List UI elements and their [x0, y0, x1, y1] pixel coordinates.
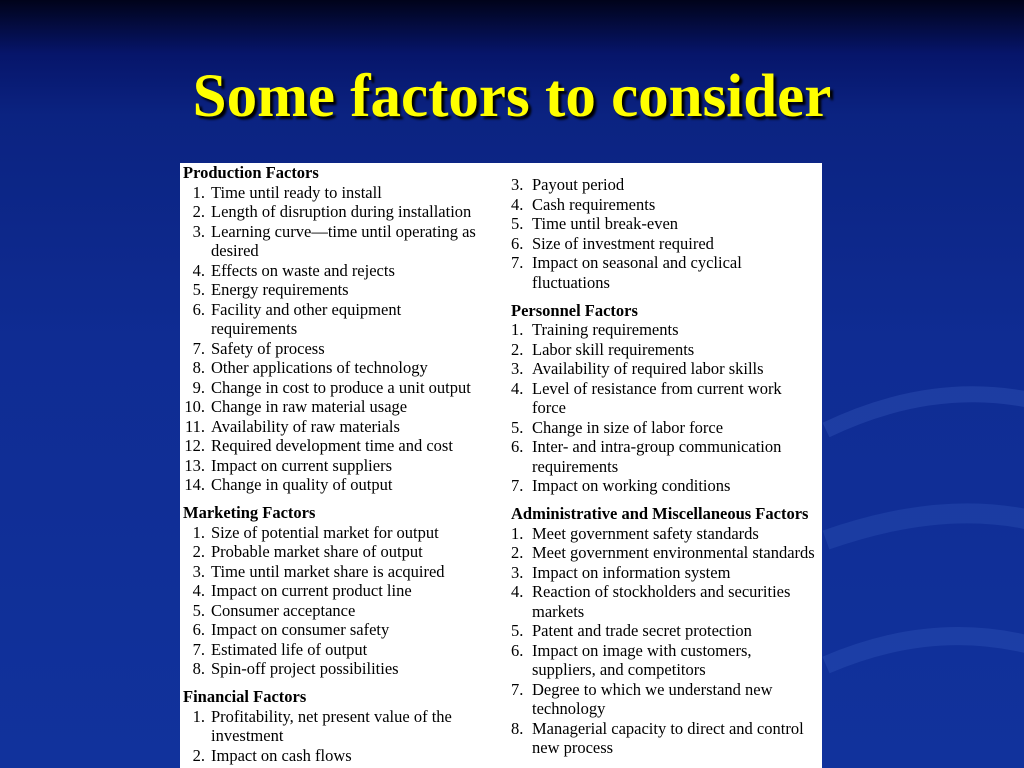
factor-item-text	[211, 640, 508, 660]
factor-item-text	[211, 280, 508, 300]
factor-item-line: Training requirements	[532, 320, 679, 339]
factor-group	[510, 175, 822, 292]
factor-item	[510, 543, 822, 563]
factor-item-text	[211, 202, 508, 222]
factor-item-line: Size of potential market for output	[211, 522, 439, 542]
factor-item-number: 4.	[192, 581, 205, 600]
factor-item-text	[532, 582, 822, 621]
factor-item-line: Managerial capacity to direct and control	[532, 718, 804, 738]
factor-item-text	[211, 659, 508, 679]
factors-table	[180, 163, 822, 768]
factor-item-line: Meet government safety standards	[532, 523, 759, 543]
factor-item-number: 8.	[192, 358, 205, 377]
factor-group	[180, 163, 508, 495]
factor-item-text	[532, 340, 822, 360]
factor-item-line: force	[532, 398, 566, 417]
factor-item-line: new process	[532, 738, 614, 757]
factor-item-text	[211, 436, 508, 456]
factor-item-number: 3.	[511, 562, 524, 582]
factor-item-line: Safety of process	[211, 338, 325, 358]
factor-item-number: 3.	[192, 221, 205, 241]
factor-item-text	[532, 175, 822, 195]
factor-item-number: 8.	[192, 659, 205, 678]
factor-item-number: 3.	[192, 561, 205, 581]
factor-item-number: 5.	[511, 214, 524, 233]
background-swoosh	[826, 513, 1024, 540]
factor-item-text	[211, 358, 508, 378]
factor-item-number: 12.	[184, 436, 205, 455]
factor-item-text	[211, 378, 508, 398]
factor-item	[180, 300, 508, 339]
factor-item-text	[211, 475, 508, 495]
factor-item	[510, 621, 822, 641]
factor-item	[510, 234, 822, 254]
factor-item	[510, 641, 822, 680]
factor-item-number: 6.	[511, 233, 524, 253]
factor-item	[510, 719, 822, 758]
factor-item-number: 5.	[511, 621, 524, 640]
factor-item	[180, 339, 508, 359]
background-swoosh	[826, 394, 1024, 430]
factor-item-text	[532, 476, 822, 496]
factor-item-text	[532, 641, 822, 680]
factor-group-heading: Marketing Factors	[183, 503, 316, 522]
factor-item-line: Availability of required labor skills	[532, 359, 764, 378]
factor-item	[510, 320, 822, 340]
factor-group	[180, 503, 508, 679]
factor-item-text	[532, 621, 822, 641]
factor-item-line: Impact on seasonal and cyclical	[532, 253, 742, 272]
factor-item-number: 2.	[192, 745, 205, 765]
factor-item-text	[211, 542, 508, 562]
factor-item-number: 4.	[511, 194, 524, 214]
factor-item-line: Change in quality of output	[211, 475, 393, 494]
factor-item	[180, 659, 508, 679]
factor-item-line: Level of resistance from current work	[532, 378, 782, 398]
factor-item	[180, 640, 508, 660]
factor-item-text	[211, 620, 508, 640]
factor-item-line: Impact on current product line	[211, 581, 412, 600]
factor-item-line: Effects on waste and rejects	[211, 260, 395, 280]
factor-item	[510, 418, 822, 438]
factor-item-number: 6.	[192, 620, 205, 639]
factor-item-number: 8.	[511, 718, 524, 738]
factor-item-line: Facility and other equipment	[211, 299, 402, 319]
factor-item-line: Time until ready to install	[211, 182, 382, 202]
factor-item	[180, 183, 508, 203]
factor-item-line: Payout period	[532, 175, 625, 194]
factor-item	[510, 563, 822, 583]
factor-item-text	[532, 418, 822, 438]
factor-item-text	[532, 320, 822, 340]
factor-item	[510, 524, 822, 544]
factor-item-line: Meet government environmental standards	[532, 543, 815, 562]
factor-item	[180, 222, 508, 261]
factor-item-text	[211, 261, 508, 281]
factor-item-number: 1.	[192, 182, 205, 202]
factor-item-line: Length of disruption during installation	[211, 202, 472, 221]
factor-item-text	[211, 707, 508, 746]
slide-title: Some factors to consider	[192, 63, 832, 130]
factor-item-line: Impact on information system	[532, 562, 731, 582]
factor-item	[180, 397, 508, 417]
factors-column-left	[180, 163, 508, 765]
factor-group-heading: Financial Factors	[183, 687, 307, 706]
factor-item	[180, 475, 508, 495]
factor-item-line: Inter- and intra-group communication	[532, 437, 782, 456]
factor-item-text	[211, 581, 508, 601]
factor-item-text	[532, 359, 822, 379]
factor-item-text	[532, 543, 822, 563]
factor-item	[510, 437, 822, 476]
factor-item-line: technology	[532, 699, 606, 718]
factor-item-number: 1.	[511, 320, 524, 339]
factor-item-text	[532, 253, 822, 292]
factor-item-text	[211, 456, 508, 476]
factor-item-text	[532, 379, 822, 418]
factor-item	[510, 195, 822, 215]
factor-item-number: 6.	[192, 299, 205, 319]
factor-item-text	[211, 562, 508, 582]
factor-item-text	[211, 417, 508, 437]
factor-item-number: 1.	[511, 523, 524, 543]
factor-item-line: Learning curve—time until operating as	[211, 221, 476, 241]
factor-item	[180, 417, 508, 437]
factor-item	[180, 456, 508, 476]
factor-item-text	[532, 195, 822, 215]
factor-item	[510, 214, 822, 234]
factor-item-text	[211, 222, 508, 261]
factor-item-line: fluctuations	[532, 272, 610, 292]
factor-group-heading: Personnel Factors	[511, 300, 638, 320]
factor-item-number: 3.	[511, 175, 524, 194]
factor-item-number: 2.	[192, 202, 205, 221]
factor-item	[180, 562, 508, 582]
factor-item-line: Change in raw material usage	[211, 397, 408, 416]
factor-item-line: Size of investment required	[532, 233, 714, 253]
factor-item	[180, 707, 508, 746]
factor-item-number: 5.	[192, 280, 205, 299]
factor-item-line: desired	[211, 241, 259, 260]
factor-item-line: investment	[211, 726, 284, 745]
factor-item-number: 2.	[511, 339, 524, 359]
factor-item-text	[211, 397, 508, 417]
factor-item	[180, 523, 508, 543]
factor-item	[180, 542, 508, 562]
factor-group-heading: Administrative and Miscellaneous Factors	[511, 504, 809, 523]
factor-item-text	[532, 234, 822, 254]
factor-item-line: Profitability, net present value of the	[211, 706, 452, 726]
factor-item-line: Labor skill requirements	[532, 339, 695, 359]
factor-item-number: 11.	[184, 416, 205, 436]
factor-item	[510, 379, 822, 418]
factor-item-line: Time until break-even	[532, 214, 679, 233]
factor-item-line: Impact on image with customers,	[532, 640, 752, 660]
factor-item-text	[532, 214, 822, 234]
factor-group-heading: Production Factors	[183, 163, 319, 182]
factor-item-line: Cash requirements	[532, 194, 656, 214]
factor-group	[180, 687, 508, 765]
factor-item-line: Consumer acceptance	[211, 600, 356, 620]
factor-item-line: Degree to which we understand new	[532, 679, 773, 699]
factor-group	[510, 301, 822, 496]
factor-item	[510, 359, 822, 379]
factor-item-text	[211, 339, 508, 359]
factor-item-line: requirements	[211, 319, 298, 338]
factor-item-number: 13.	[184, 455, 205, 475]
factors-column-right	[510, 175, 822, 758]
factor-item-number: 7.	[511, 476, 524, 495]
factor-item-text	[211, 523, 508, 543]
factor-item-text	[532, 524, 822, 544]
factor-item-line: Time until market share is acquired	[211, 561, 445, 581]
factor-item-number: 10.	[184, 397, 205, 416]
factor-group	[510, 504, 822, 758]
factor-item-line: Other applications of technology	[211, 358, 428, 377]
factor-item-number: 4.	[192, 260, 205, 280]
factor-item	[180, 202, 508, 222]
factor-item-number: 6.	[511, 437, 524, 456]
factor-item-line: Impact on working conditions	[532, 476, 731, 495]
factor-item-number: 14.	[184, 475, 205, 494]
factor-item-line: Change in cost to produce a unit output	[211, 377, 471, 397]
factor-item-number: 4.	[511, 582, 524, 601]
factor-item	[180, 746, 508, 766]
factor-item-text	[211, 746, 508, 766]
factor-item-text	[532, 437, 822, 476]
factor-item-number: 2.	[511, 543, 524, 562]
factor-item	[180, 601, 508, 621]
factor-item-line: Required development time and cost	[211, 436, 453, 455]
factor-item-number: 7.	[511, 253, 524, 272]
factor-item-number: 1.	[192, 522, 205, 542]
factor-item-number: 7.	[511, 679, 524, 699]
factor-item-number: 5.	[192, 600, 205, 620]
factor-item-line: suppliers, and competitors	[532, 660, 706, 679]
factor-item-line: Reaction of stockholders and securities	[532, 582, 791, 601]
factor-item-number: 7.	[192, 338, 205, 358]
factor-item-text	[532, 563, 822, 583]
background-swoosh	[826, 636, 1024, 665]
factor-item-line: Estimated life of output	[211, 639, 368, 659]
factor-item-number: 3.	[511, 359, 524, 378]
factor-item	[510, 582, 822, 621]
factor-item-text	[532, 680, 822, 719]
factor-item-line: Patent and trade secret protection	[532, 621, 752, 640]
factor-item-line: Impact on cash flows	[211, 745, 352, 765]
factor-item	[510, 175, 822, 195]
factor-item	[510, 680, 822, 719]
factor-item-text	[211, 601, 508, 621]
factor-item-number: 4.	[511, 378, 524, 398]
factor-item-text	[211, 183, 508, 203]
factor-item-text	[211, 300, 508, 339]
factor-item-number: 7.	[192, 639, 205, 659]
factor-item-line: requirements	[532, 456, 619, 476]
factor-item-line: Probable market share of output	[211, 542, 423, 561]
factor-item	[180, 358, 508, 378]
factor-item-line: Spin-off project possibilities	[211, 659, 399, 678]
factor-item	[510, 253, 822, 292]
factor-item-number: 5.	[511, 417, 524, 437]
factor-item	[180, 378, 508, 398]
factor-item	[510, 340, 822, 360]
factor-item-number: 1.	[192, 706, 205, 726]
factor-item	[180, 261, 508, 281]
factor-item-line: Energy requirements	[211, 280, 349, 299]
factor-item	[510, 476, 822, 496]
factor-item-number: 9.	[192, 377, 205, 397]
factor-item-text	[532, 719, 822, 758]
factor-item	[180, 620, 508, 640]
factor-item	[180, 436, 508, 456]
factor-item-line: markets	[532, 601, 585, 621]
factor-item-number: 6.	[511, 640, 524, 660]
factor-item-line: Impact on current suppliers	[211, 455, 392, 475]
factor-item-line: Change in size of labor force	[532, 417, 724, 437]
factor-item-number: 2.	[192, 542, 205, 561]
factor-item-line: Availability of raw materials	[211, 416, 400, 436]
factor-item	[180, 581, 508, 601]
factor-item-line: Impact on consumer safety	[211, 620, 390, 639]
factor-item	[180, 280, 508, 300]
